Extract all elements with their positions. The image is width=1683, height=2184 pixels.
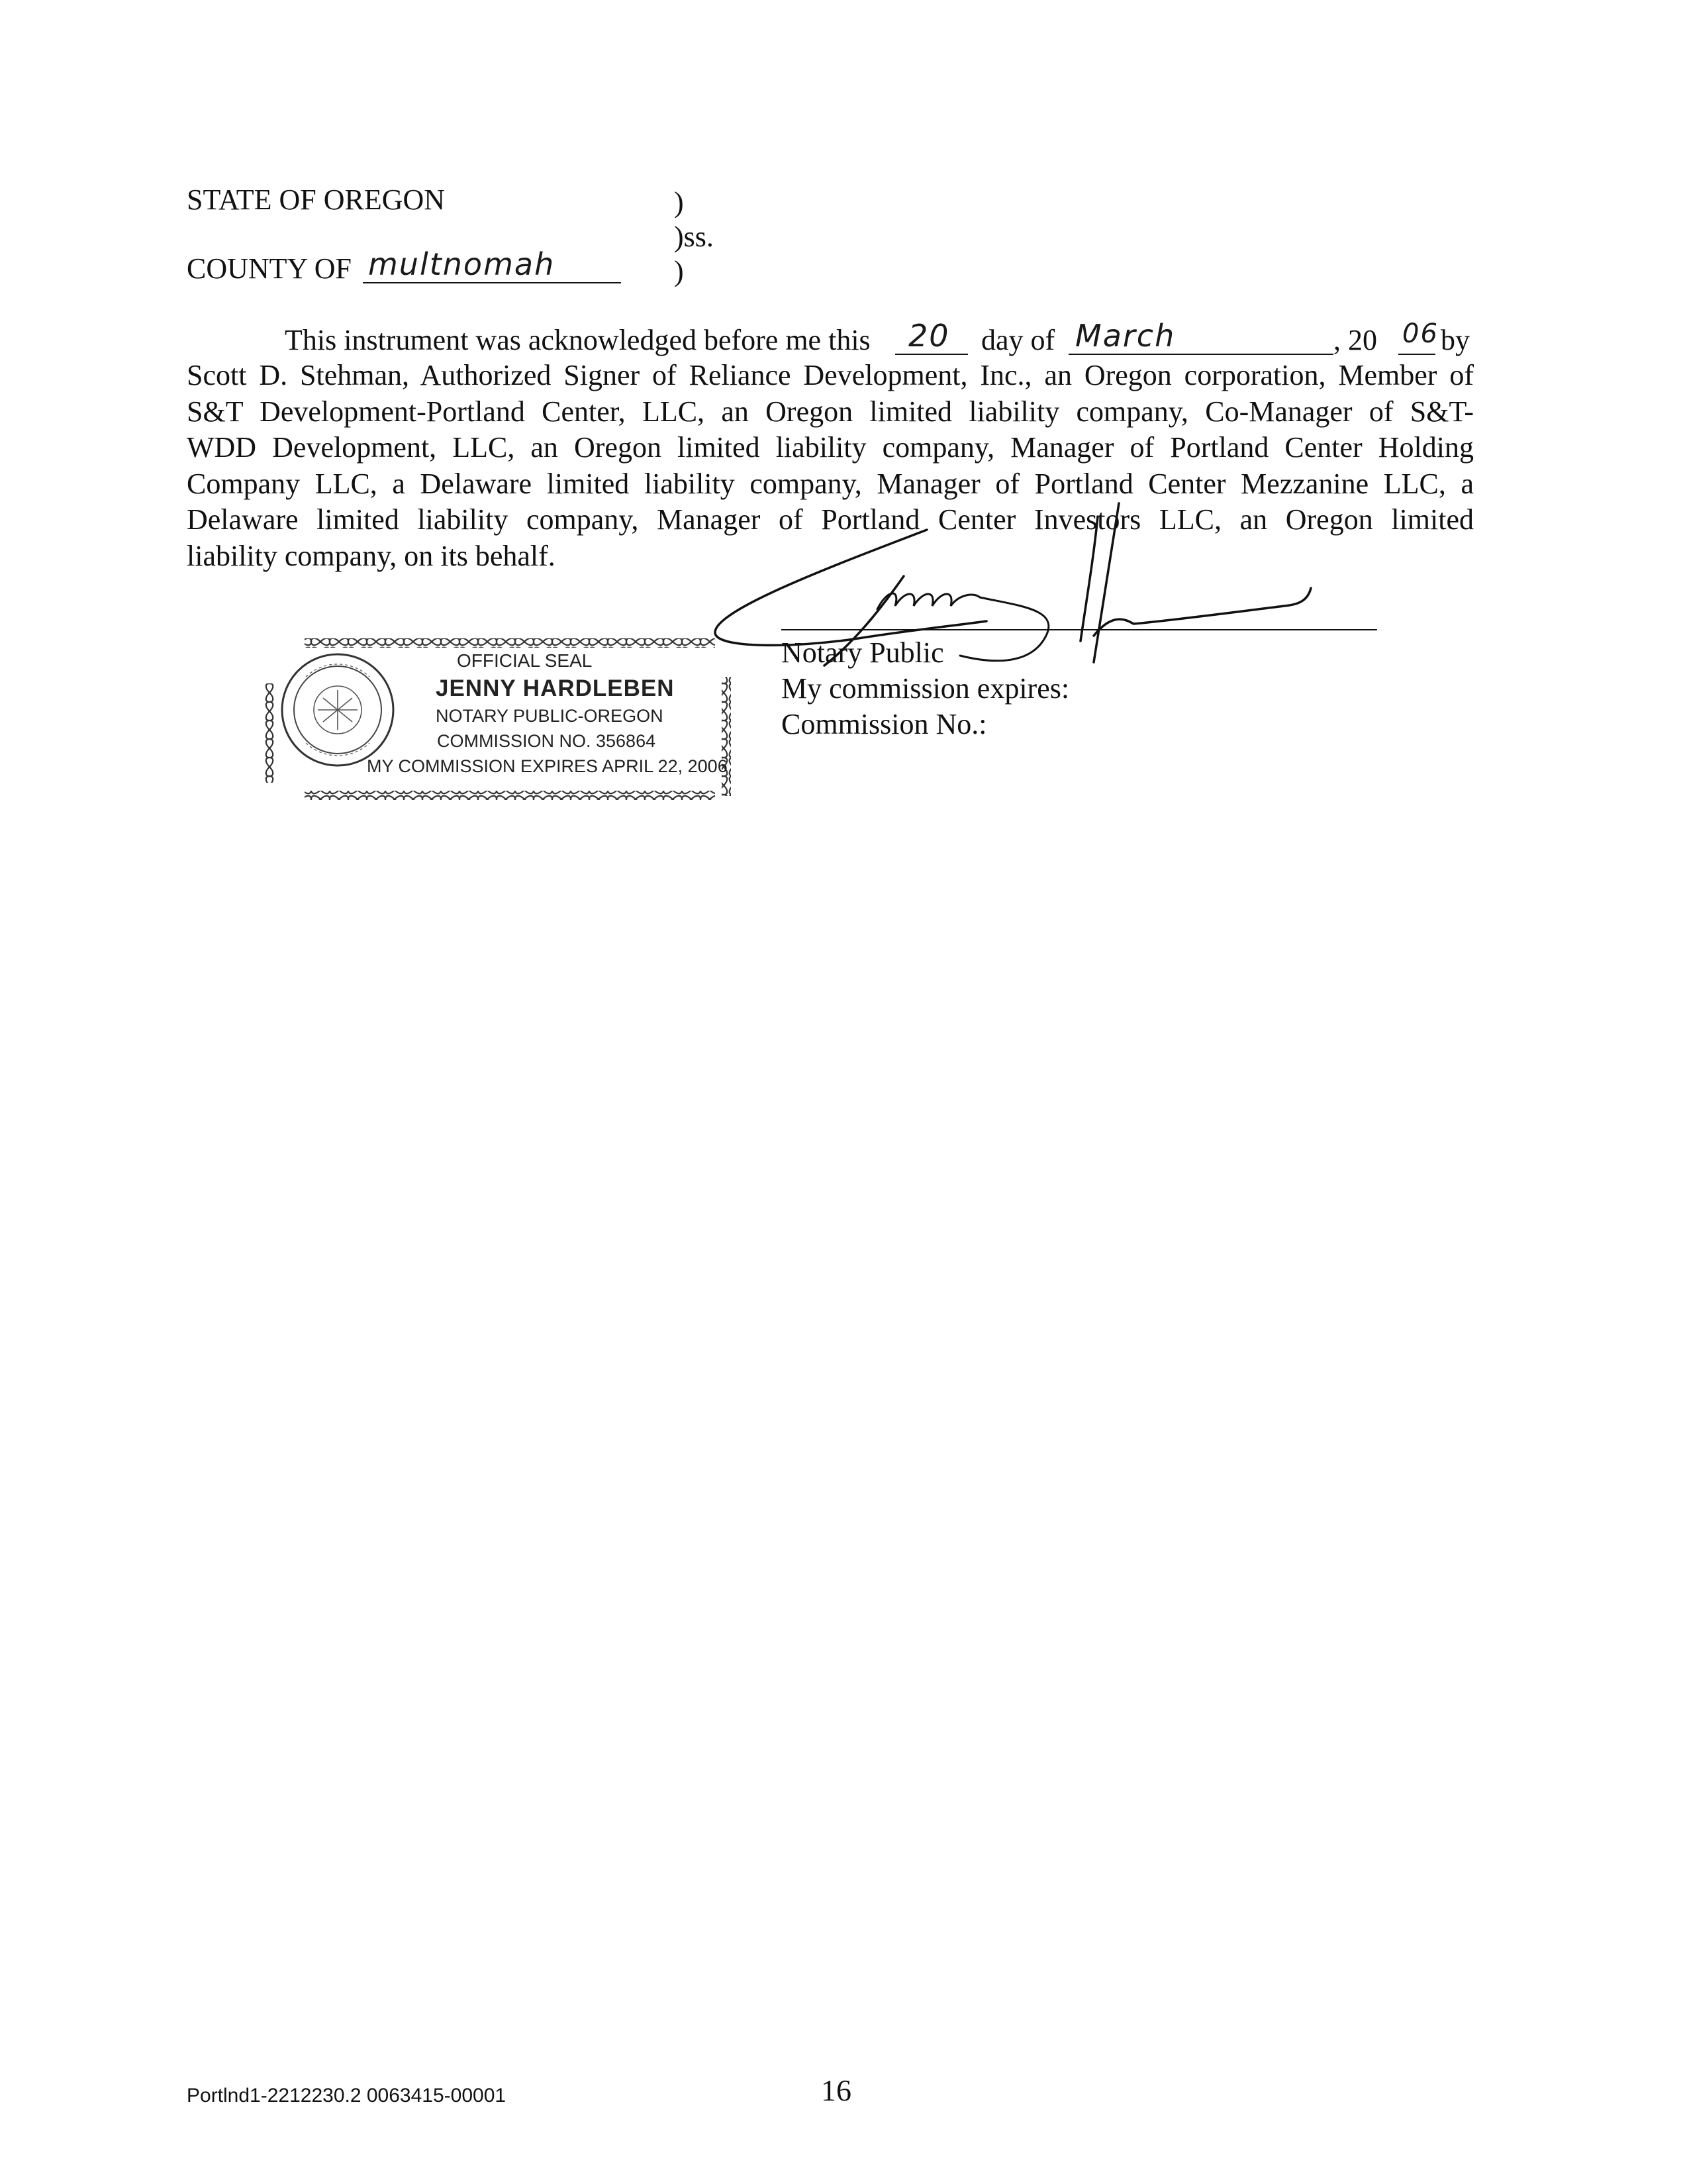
footer-document-id: Portlnd1-2212230.2 0063415-00001: [187, 2085, 506, 2107]
page-number: 16: [821, 2073, 851, 2107]
seal-title: OFFICIAL SEAL: [457, 650, 593, 671]
ack-line1-intro: This instrument was acknowledged before me this: [285, 324, 871, 356]
day-handwritten-value: 20: [908, 318, 950, 354]
county-handwritten-value: multnomah: [368, 246, 555, 282]
notary-public-label: Notary Public: [781, 636, 944, 669]
county-label: COUNTY OF: [187, 252, 352, 285]
seal-expiration: MY COMMISSION EXPIRES APRIL 22, 2006: [367, 756, 728, 776]
ack-line-4: WDD Development, LLC, an Oregon limited liability company, Manager of Portland Center Holding: [187, 431, 1474, 464]
venue-paren-top: ): [674, 186, 684, 219]
ack-line-6: Delaware limited liability company, Manager of Portland Center Investors LLC, an Oregon limited: [187, 503, 1474, 536]
commission-expires-label: My commission expires:: [781, 672, 1070, 705]
ack-line-7: liability company, on its behalf.: [187, 539, 555, 572]
state-label: STATE OF OREGON: [187, 183, 446, 216]
ack-line-5: Company LLC, a Delaware limited liability company, Manager of Portland Center Mezzanine LLC, a: [187, 467, 1474, 500]
seal-notary-role: NOTARY PUBLIC-OREGON: [436, 706, 663, 726]
ack-line-2: Scott D. Stehman, Authorized Signer of Reliance Development, Inc., an Oregon corporation, Member of: [187, 359, 1474, 391]
month-handwritten-value: March: [1075, 318, 1176, 354]
year-underline: [1398, 354, 1435, 355]
county-underline: [363, 282, 621, 283]
official-seal-stamp: [265, 637, 742, 811]
venue-paren-bottom: ): [674, 255, 684, 287]
year-handwritten-value: 06: [1402, 319, 1439, 349]
ack-by: by: [1441, 324, 1470, 356]
venue-ss: )ss.: [674, 221, 714, 253]
day-underline: [895, 354, 968, 355]
month-underline: [1069, 354, 1333, 355]
ack-line-3: S&T Development-Portland Center, LLC, an Oregon limited liability company, Co-Manager of S&T-: [187, 395, 1474, 428]
seal-notary-name: JENNY HARDLEBEN: [436, 675, 675, 701]
commission-no-label: Commission No.:: [781, 708, 987, 740]
ack-year-prefix: , 20: [1333, 324, 1377, 356]
ack-day-of: day of: [981, 324, 1055, 356]
seal-commission-number: COMMISSION NO. 356864: [437, 731, 656, 751]
